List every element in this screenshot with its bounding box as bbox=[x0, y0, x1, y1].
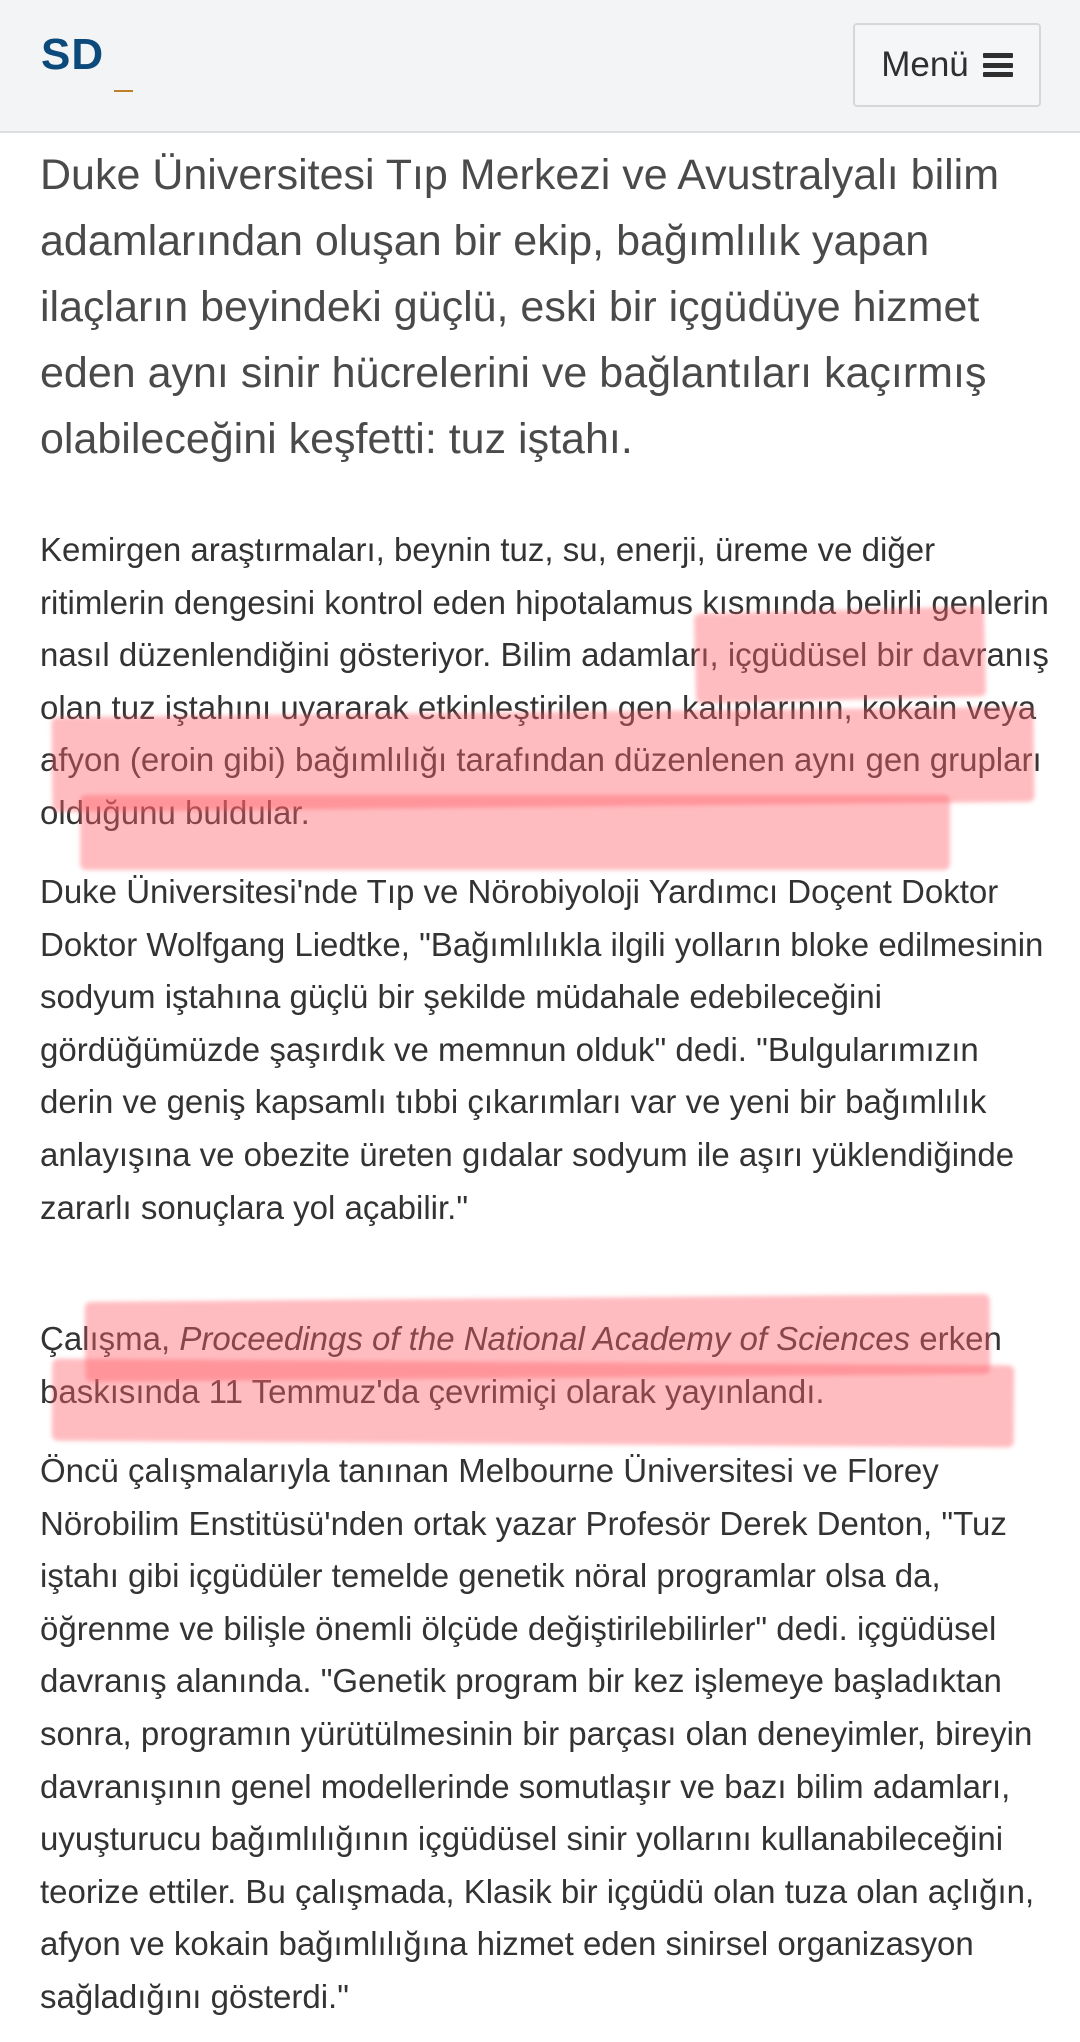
hamburger-icon bbox=[983, 53, 1013, 77]
paragraph-3-intro: Çalışma, bbox=[40, 1320, 180, 1357]
menu-button-label: Menü bbox=[881, 45, 969, 84]
article-paragraph-3 bbox=[40, 1313, 1050, 1418]
top-bar bbox=[0, 0, 1080, 133]
article-paragraph-2: Duke Üniversitesi'nde Tıp ve Nörobiyoloji Yardımcı Doçent Doktor Doktor Wolfgang Liedtke, "Bağımlılıkla ilgili yolların bloke edilmesinin sodyum iştahına güçlü bir şekilde müdahale edebileceğini gördüğümüzde şaşırdık ve memnun olduk" dedi. "Bulgularımızın derin ve geniş kapsamlı tıbbi çıkarımları var ve yeni bir bağımlılık anlayışına ve obezite üreten gıdalar sodyum ile aşırı yüklendiğinde zararlı sonuçlara yol açabilir." bbox=[40, 873, 1044, 1226]
site-logo[interactable]: SD bbox=[41, 30, 105, 79]
menu-button[interactable] bbox=[853, 23, 1041, 107]
journal-name: Proceedings of the National Academy of Sciences bbox=[179, 1320, 911, 1357]
article-paragraph-4-viewport bbox=[0, 1440, 1080, 2042]
article-paragraph-1: Kemirgen araştırmaları, beynin tuz, su, enerji, üreme ve diğer ritimlerin dengesini kontrol eden hipotalamus kısmında belirli genlerin nasıl düzenlendiğini gösteriyor. Bilim adamları, içgüdüsel bir davranış olan tuz iştahını uyararak etkinleştirilen gen kalıplarının, kokain veya afyon (eroin gibi) bağımlılığı tarafından düzenlenen aynı gen grupları olduğunu buldular. bbox=[40, 531, 1049, 831]
article-paragraph-4: Öncü çalışmalarıyla tanınan Melbourne Üniversitesi ve Florey Nörobilim Enstitüsü'nden ortak yazar Profesör Derek Denton, "Tuz iştahı gibi içgüdüler temelde genetik nöral programlar olsa da, öğrenme ve bilişle önemli ölçüde değiştirilebilirler" dedi. içgüdüsel davranış alanında. "Genetik program bir kez işlemeye başladıktan sonra, programın yürütülmesinin bir parçası olan deneyimler, bireyin davranışının genel modellerinde somutlaşır ve bazı bilim adamları, uyuşturucu bağımlılığının içgüdüsel sinir yollarını kullanabileceğini teorize ettiler. Bu çalışmada, Klasik bir içgüdü olan tuza olan açlığın, afyon ve kokain bağımlılığına hizmet eden sinirsel organizasyon sağladığını gösterdi." bbox=[40, 1452, 1035, 2015]
article-content bbox=[40, 142, 1050, 472]
logo-underscore bbox=[114, 90, 133, 92]
article-lead: Duke Üniversitesi Tıp Merkezi ve Avustralyalı bilim adamlarından oluşan bir ekip, bağımlılık yapan ilaçların beyindeki güçlü, eski bir içgüdüye hizmet eden aynı sinir hücrelerini ve bağlantıları kaçırmış olabileceğini keşfetti: tuz iştahı. bbox=[40, 151, 1000, 463]
paragraph-3-rest: erken baskısında 11 Temmuz'da çevrimiçi olarak yayınlandı. bbox=[40, 1320, 1002, 1410]
